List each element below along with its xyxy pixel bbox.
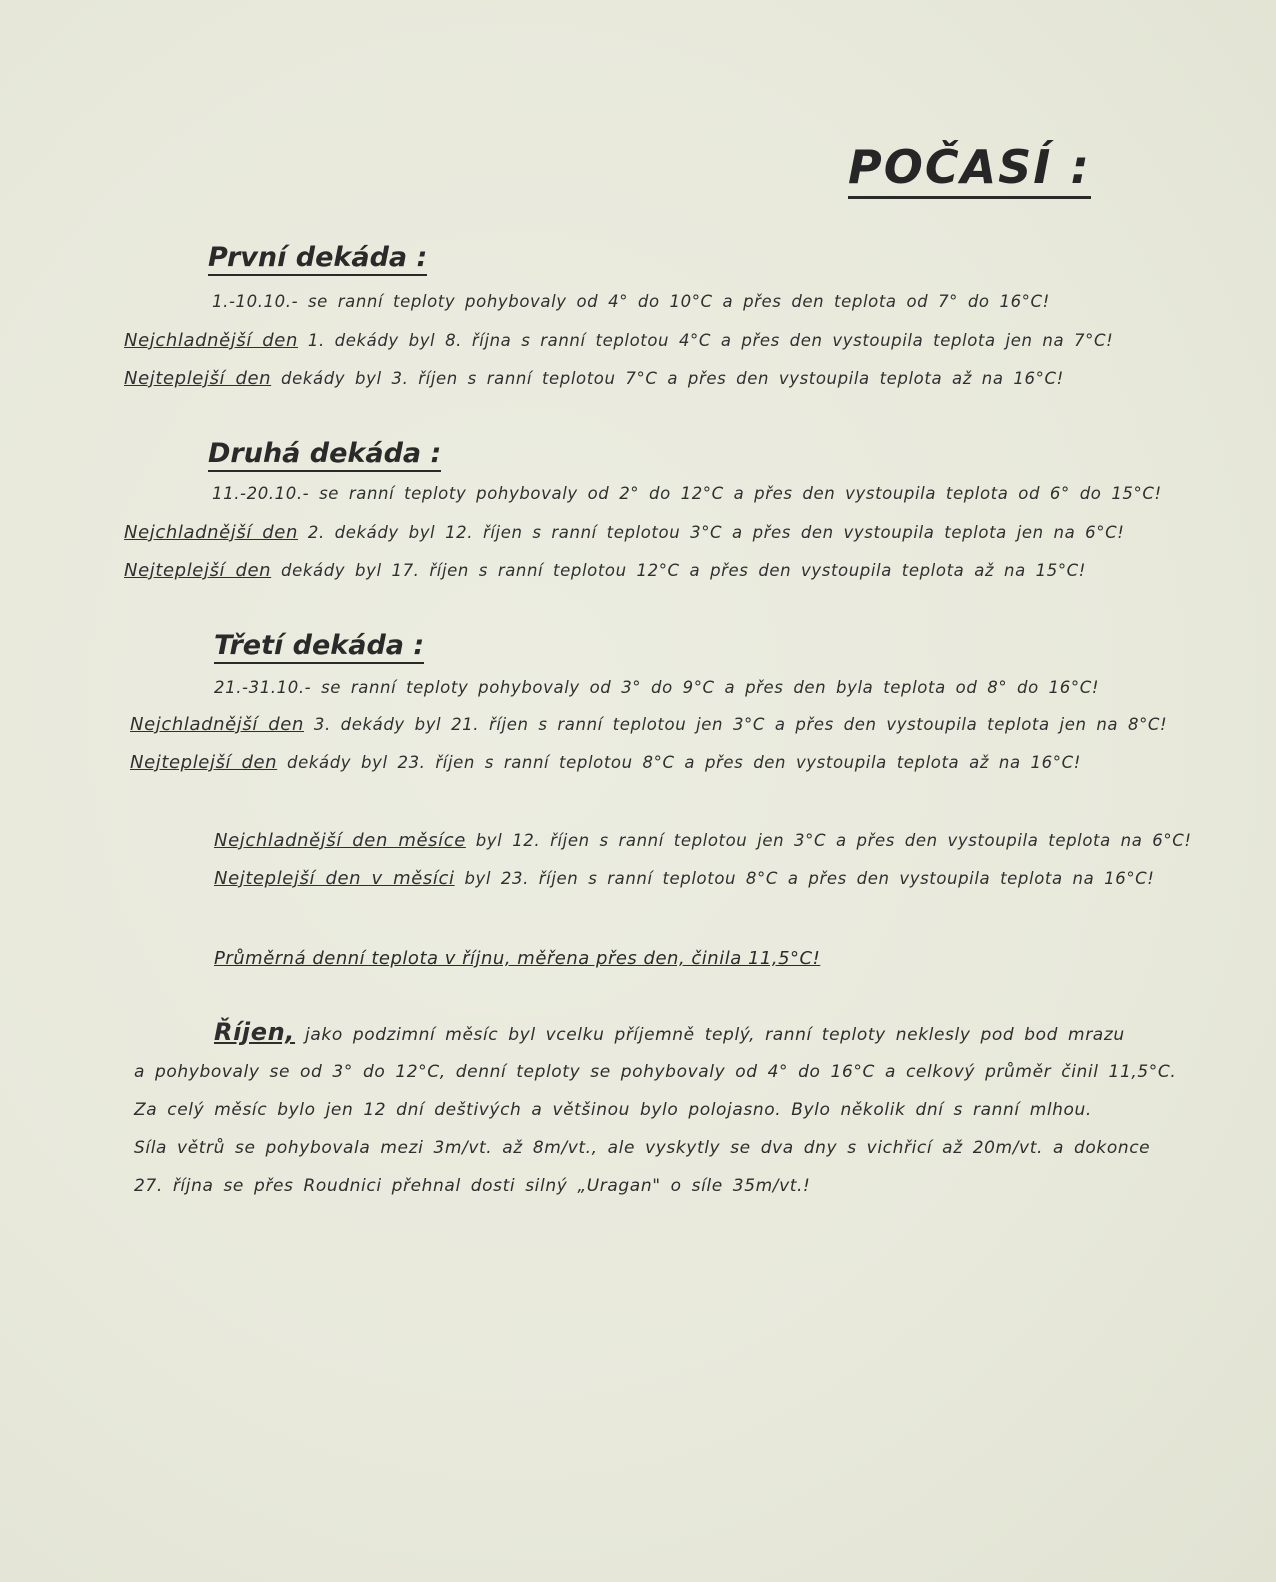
warmest-text: dekády byl 17. říjen s ranní teplotou 12°C a přes den vystoupila teplota až na 15°C! [281,561,1087,580]
section-1-warmest [124,368,1064,389]
coldest-text: 2. dekády byl 12. říjen s ranní teplotou 3°C a přes den vystoupila teplota jen na 6°C! [307,523,1125,542]
section-1-coldest [124,330,1113,351]
month-coldest-label: Nejchladnější den měsíce [214,830,466,851]
month-coldest-text: byl 12. říjen s ranní teplotou jen 3°C a přes den vystoupila teplota na 6°C! [475,831,1192,850]
section-3-warmest [130,752,1081,773]
section-heading-2: Druhá dekáda : [208,438,441,472]
summary-lead: Říjen, [214,1018,296,1046]
summary-line-5: 27. října se přes Roudnici přehnal dosti silný „Uragan" o síle 35m/vt.! [134,1176,811,1196]
coldest-text: 1. dekády byl 8. října s ranní teplotou 4°C a přes den vystoupila teplota jen na 7°C! [307,331,1114,350]
section-2-warmest [124,560,1086,581]
summary-line-1-text: jako podzimní měsíc byl vcelku příjemně teplý, ranní teploty neklesly pod bod mrazu [305,1025,1125,1045]
month-warmest-text: byl 23. říjen s ranní teplotou 8°C a přes den vystoupila teplota na 16°C! [464,869,1155,888]
coldest-text: 3. dekády byl 21. říjen s ranní teplotou jen 3°C a přes den vystoupila teplota jen na 8°C! [313,715,1168,734]
month-warmest-label: Nejteplejší den v měsíci [214,868,455,889]
month-warmest [214,868,1155,889]
section-1-range: 1.-10.10.- se ranní teploty pohybovaly od 4° do 10°C a přes den teplota od 7° do 16°C! [212,292,1050,311]
average-temperature: Průměrná denní teplota v říjnu, měřena přes den, činila 11,5°C! [214,948,821,969]
warmest-label: Nejteplejší den [130,752,278,773]
section-heading-1: První dekáda : [208,242,427,276]
section-2-range: 11.-20.10.- se ranní teploty pohybovaly od 2° do 12°C a přes den vystoupila teplota od 6° do 15°C! [212,484,1162,503]
coldest-label: Nejchladnější den [124,522,298,543]
page-title: POČASÍ : [848,140,1091,199]
warmest-text: dekády byl 23. říjen s ranní teplotou 8°C a přes den vystoupila teplota až na 16°C! [287,753,1081,772]
section-3-coldest [130,714,1167,735]
coldest-label: Nejchladnější den [130,714,304,735]
warmest-label: Nejteplejší den [124,560,272,581]
section-3-range: 21.-31.10.- se ranní teploty pohybovaly od 3° do 9°C a přes den byla teplota od 8° do 16°C! [214,678,1100,697]
summary-line-1 [214,1018,1125,1046]
summary-line-3: Za celý měsíc bylo jen 12 dní deštivých a většinou bylo polojasno. Bylo několik dní s ranní mlhou. [134,1100,1092,1120]
warmest-label: Nejteplejší den [124,368,272,389]
summary-line-2: a pohybovaly se od 3° do 12°C, denní teploty se pohybovaly od 4° do 16°C a celkový průměr činil 11,5°C. [134,1062,1177,1082]
summary-line-4: Síla větrů se pohybovala mezi 3m/vt. až 8m/vt., ale vyskytly se dva dny s vichřicí až 20m/vt. a dokonce [134,1138,1151,1158]
section-heading-3: Třetí dekáda : [214,630,424,664]
warmest-text: dekády byl 3. říjen s ranní teplotou 7°C a přes den vystoupila teplota až na 16°C! [281,369,1064,388]
section-2-coldest [124,522,1124,543]
coldest-label: Nejchladnější den [124,330,298,351]
month-coldest [214,830,1192,851]
